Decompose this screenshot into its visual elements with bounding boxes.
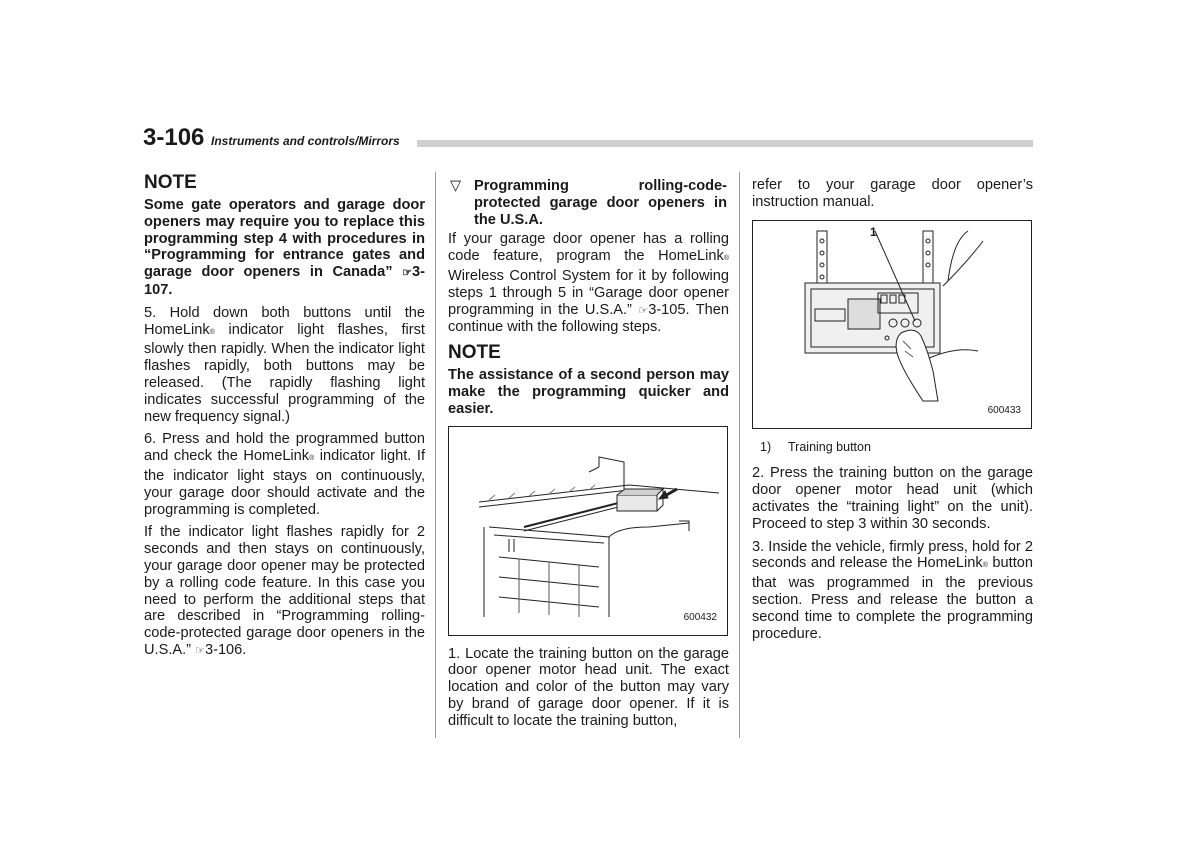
subheading bbox=[448, 178, 729, 228]
caption-number: 1) bbox=[760, 439, 772, 454]
page-ref[interactable]: 3-107. bbox=[144, 264, 425, 298]
step-6: 6. Press and hold the programmed button and check the HomeLink® indicator light. If the indicator light stays on continuously, your garage door should activate and the programming is completed. bbox=[144, 431, 425, 518]
step-5: 5. Hold down both buttons until the HomeLink® indicator light flashes, first slowly then rapidly. When the indicator light flashes rapidly, both buttons may be released. (The rapidly flashing light indicates successful programming of the new frequency signal.) bbox=[144, 304, 425, 425]
page-number: 3-106 bbox=[143, 124, 205, 151]
step-3: 3. Inside the vehicle, firmly press, hold for 2 seconds and release the HomeLink® button that was programmed in the previous section. Press and release the button a second time to complete the programming procedure. bbox=[752, 538, 1033, 642]
note-heading: NOTE bbox=[144, 172, 197, 193]
garage-door-figure bbox=[448, 426, 728, 636]
step-1: 1. Locate the training button on the garage door opener motor head unit. The exact location and color of the button may vary by brand of garage door opener. If it is difficult to locate the training button, bbox=[448, 645, 729, 729]
figure-caption bbox=[760, 439, 1033, 456]
continued-paragraph: refer to your garage door opener’s instruction manual. bbox=[752, 177, 1033, 210]
training-button-figure bbox=[752, 220, 1032, 429]
page-ref[interactable]: 3-106. bbox=[204, 641, 247, 658]
rolling-code-paragraph: If the indicator light flashes rapidly for 2 seconds and then stays on continuously, your garage door opener may be protected by a rolling code feature. In this case you need to perform the additional steps that are described in “Programming rolling-code-protected garage door openers in the U.S.A.” ☞3-106. bbox=[144, 524, 425, 658]
figure-code: 600433 bbox=[987, 404, 1021, 416]
motor-unit-illustration bbox=[753, 221, 1031, 428]
page-ref-icon: ☞ bbox=[402, 267, 413, 280]
header-rule bbox=[417, 140, 1033, 147]
column-middle bbox=[448, 170, 729, 736]
column-left bbox=[144, 170, 425, 666]
note-body: Some gate operators and garage door openers may require you to replace this programming step 4 with procedures in “Programming for entrance gates and garage door openers in Canada” ☞3-107. bbox=[144, 197, 425, 298]
section-title: Instruments and controls/Mirrors bbox=[211, 134, 400, 148]
intro-paragraph: If your garage door opener has a rolling code feature, program the HomeLink® Wireless Control System for it by following steps 1 through 5 in “Garage door opener programming in the U.S.A.” ☞3-105. Then continue with the following steps. bbox=[448, 231, 729, 336]
step-2: 2. Press the training button on the garage door opener motor head unit (which activates the “training light” on the unit). Proceed to step 3 within 30 seconds. bbox=[752, 465, 1033, 532]
triangle-icon: ▽ bbox=[450, 178, 462, 194]
page-header bbox=[143, 124, 1033, 150]
garage-opener-illustration bbox=[449, 427, 727, 635]
figure-code: 600432 bbox=[683, 611, 717, 623]
caption-text: Training button bbox=[788, 439, 871, 454]
column-divider-right bbox=[739, 172, 740, 738]
page-ref-icon: ☞ bbox=[195, 644, 205, 657]
page-ref-icon: ☞ bbox=[638, 304, 649, 317]
figure-callout: 1 bbox=[870, 224, 877, 239]
subheading-text: Programming rolling-code-protected garage door openers in the U.S.A. bbox=[474, 178, 727, 228]
column-divider-left bbox=[435, 172, 436, 738]
column-right bbox=[752, 170, 1033, 648]
note-body: The assistance of a second person may make the programming quicker and easier. bbox=[448, 367, 729, 417]
note-heading: NOTE bbox=[448, 342, 501, 364]
